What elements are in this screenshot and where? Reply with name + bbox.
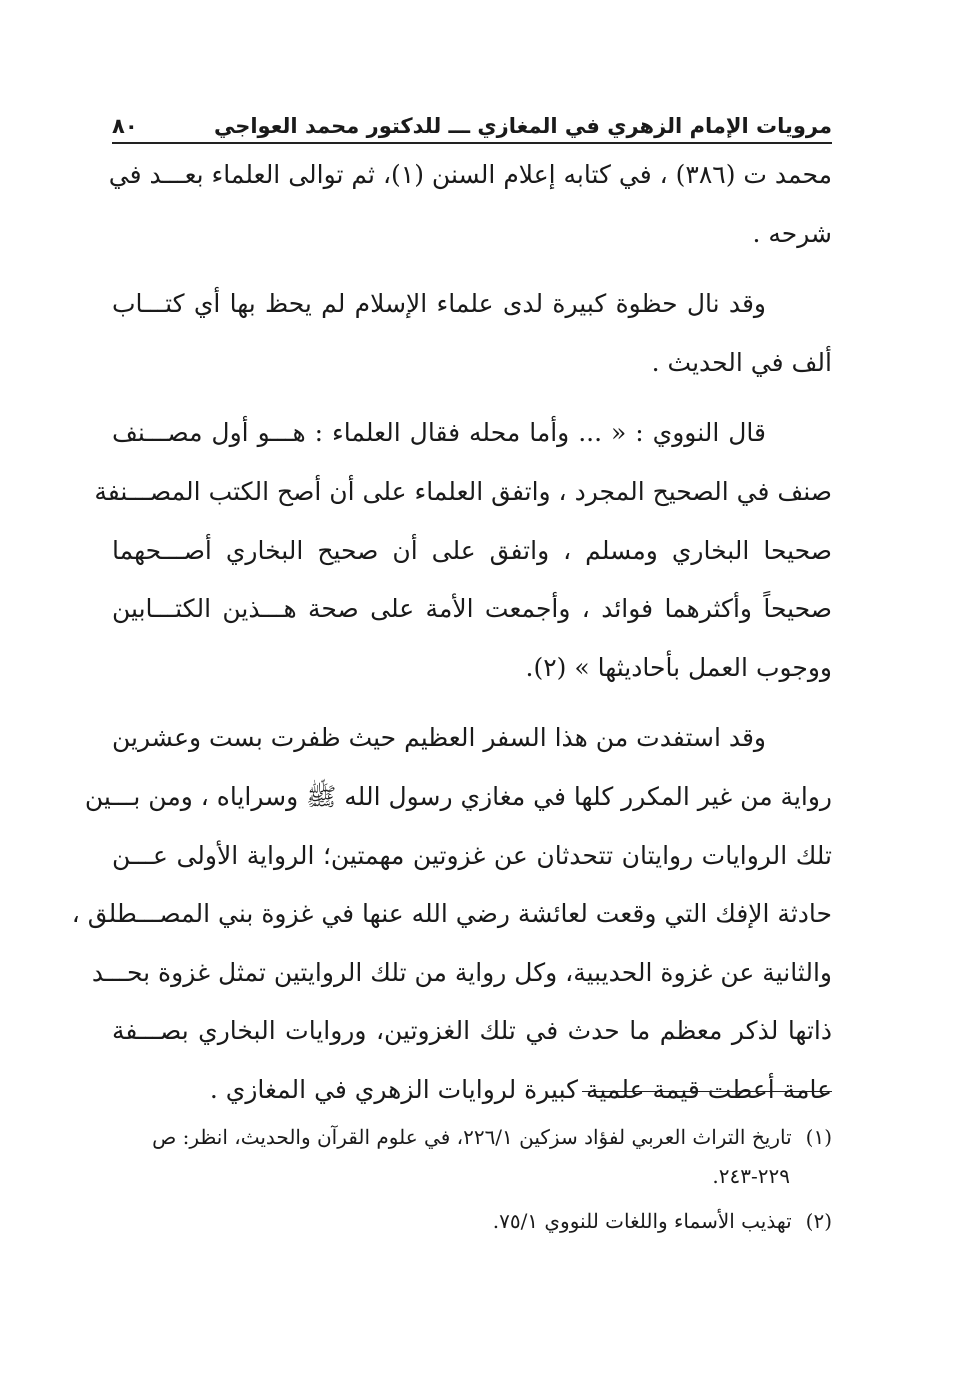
footnote-2 <box>112 1202 832 1241</box>
text-line: والثانية عن غزوة الحديبية، وكل رواية من تلك الروايتين تمثل غزوة بحـــد <box>91 957 832 987</box>
text-line: ووجوب العمل بأحاديثها » (٢). <box>525 652 832 682</box>
paragraph-2 <box>112 275 832 392</box>
paragraph-1 <box>108 146 832 263</box>
footnote-text: تهذيب الأسماء واللغات للنووي ٧٥/١. <box>492 1209 792 1233</box>
footnote-number: (٢) <box>805 1209 832 1233</box>
footnotes <box>112 1118 832 1247</box>
text-line: رواية من غير المكرر كلها في مغازي رسول الله ﷺ وسراياه ، ومن بـــين <box>84 781 832 811</box>
text-line: صحيحاً وأكثرهما فوائد ، وأجمعت الأمة على صحة هـــذين الكتـــابين <box>112 594 832 624</box>
text-line: وقد نال حظوة كبيرة لدى علماء الإسلام لم يحظ بها أي كتـــاب <box>112 289 766 319</box>
page-number: ٨٠ <box>112 114 138 138</box>
footnote-text-continued: ٢٢٩-٢٤٣. <box>712 1164 790 1188</box>
text-line: حادثة الإفك التي وقعت لعائشة رضي الله عنها في غزوة بني المصـــطلق ، <box>71 899 832 929</box>
footnote-text: تاريخ التراث العربي لفؤاد سزكين ٢٢٦/١، في علوم القرآن والحديث، انظر: ص <box>152 1125 792 1149</box>
text-line: ذاتها لذكر معظم ما حدث في تلك الغزوتين، وروايات البخاري بصـــفة <box>112 1016 832 1046</box>
footnote-1 <box>112 1118 832 1196</box>
running-header <box>112 98 832 138</box>
text-line: عامة أعطت قيمة علمية كبيرة لروايات الزهري في المغازي . <box>209 1074 832 1104</box>
text-line: ألف في الحديث . <box>651 347 832 377</box>
text-line: محمد ت (٣٨٦) ، في كتابه إعلام السنن (١)، ثم توالى العلماء بعـــد في <box>108 160 832 189</box>
text-line: تلك الروايات روايتان تتحدثان عن غزوتين مهمتين؛ الرواية الأولى عـــن <box>112 840 832 870</box>
header-title: مرويات الإمام الزهري في المغازي ـــ للدكتور محمد العواجي <box>213 114 832 138</box>
text-line: وقد استفدت من هذا السفر العظيم حيث ظفرت بست وعشرين <box>111 723 766 753</box>
text-line: صنف في الصحيح المجرد ، واتفق العلماء على أن أصح الكتب المصـــنفة <box>94 476 832 506</box>
text-line: شرحه . <box>752 218 832 248</box>
header-rule <box>112 142 832 144</box>
text-line: صحيحا البخاري ومسلم ، واتفق على أن صحيح البخاري أصـــحهما <box>112 535 832 565</box>
text-line: قال النووي : « ... وأما محله فقال العلماء : هـــو أول مصـــنف <box>112 418 766 448</box>
paragraph-4 <box>71 709 832 1119</box>
footnote-number: (١) <box>805 1125 832 1149</box>
paragraph-3 <box>94 404 832 697</box>
body-text <box>71 146 832 1120</box>
footnote-separator <box>582 1091 832 1092</box>
